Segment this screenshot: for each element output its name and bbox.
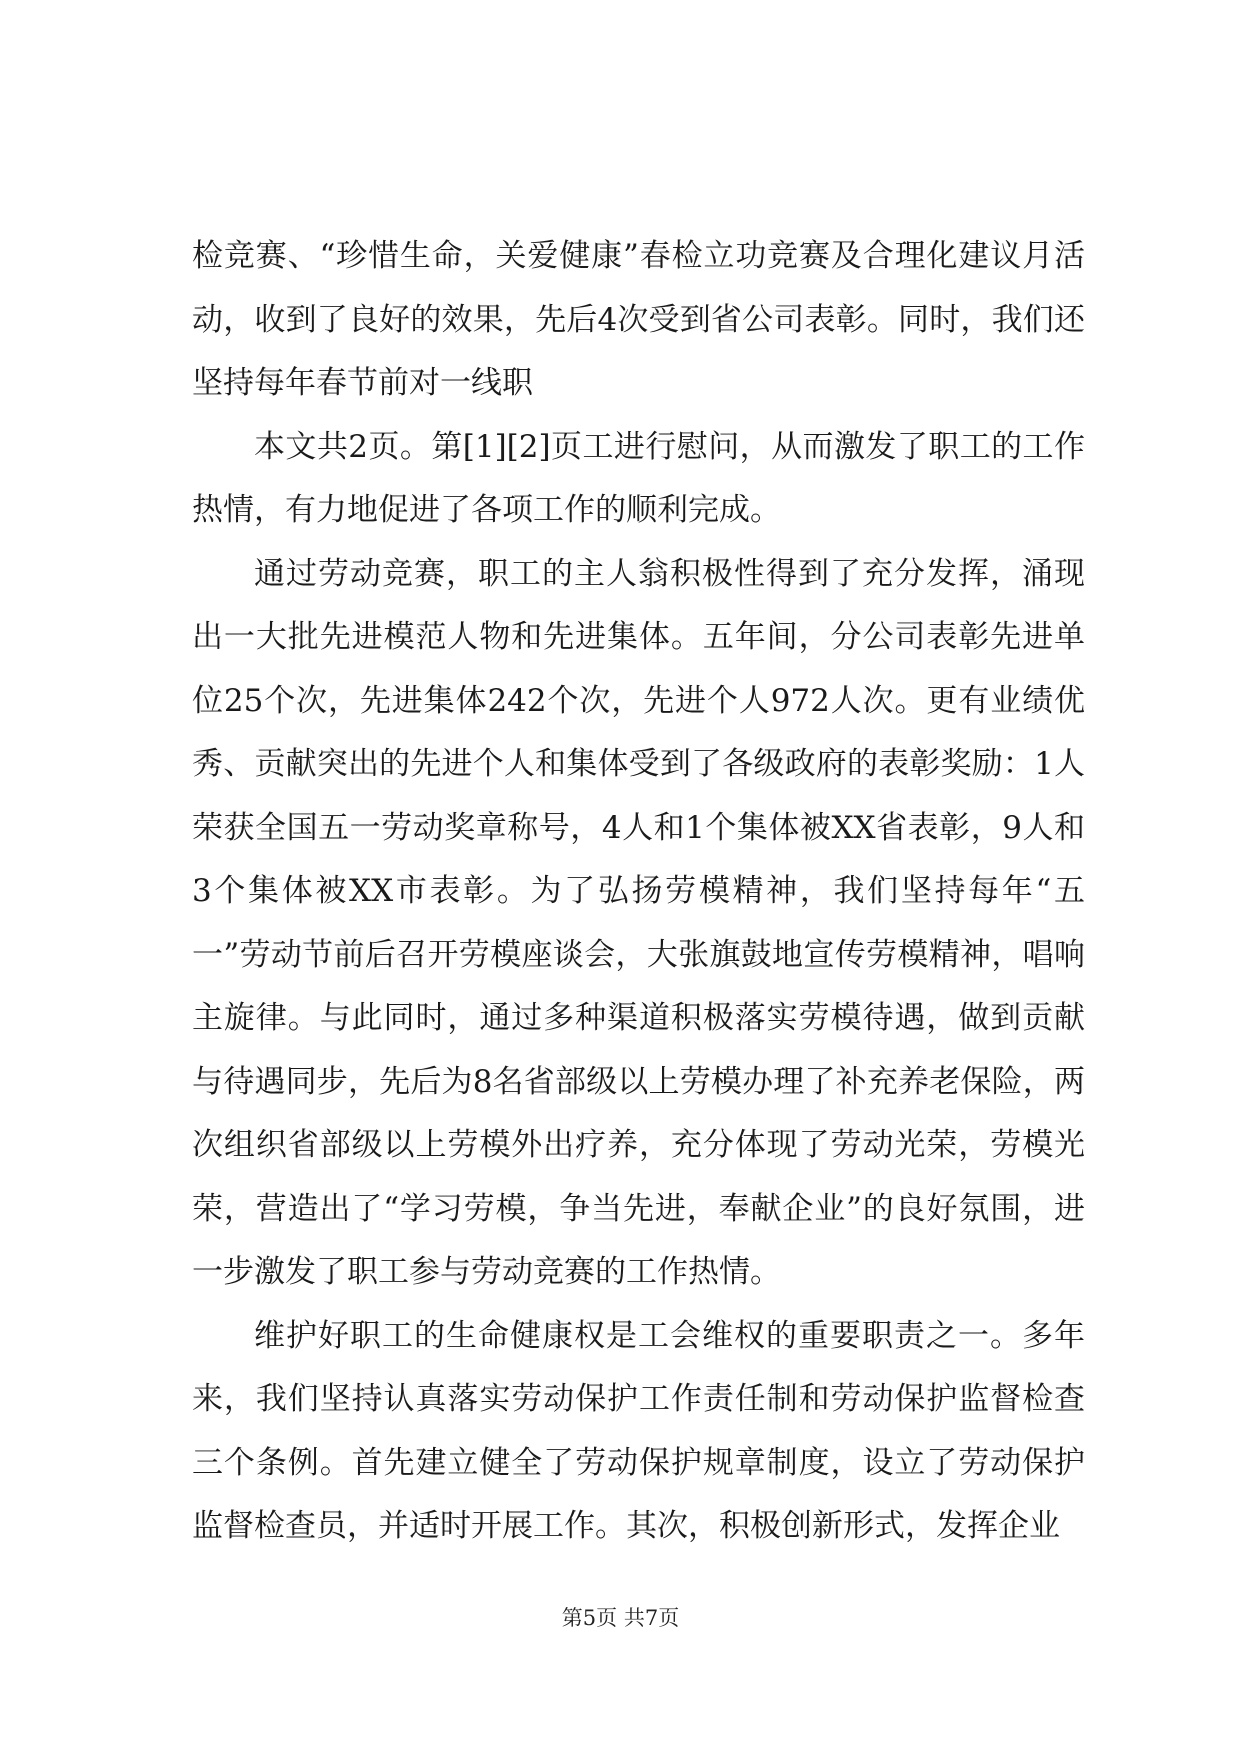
paragraph-labor-protection: 维护好职工的生命健康权是工会维权的重要职责之一。多年来，我们坚持认真落实劳动保护工作责任制和劳动保护监督检查三个条例。首先建立健全了劳动保护规章制度，设立了劳动保护监督检查员，并适时开展工作。其次，积极创新形式，发挥企业 [192,1317,1085,1544]
paragraph-page-note: 本文共2页。第[1][2]页工进行慰问，从而激发了职工的工作热情，有力地促进了各项工作的顺利完成。 [192,428,1085,528]
paragraph-continuation: 检竞赛、“珍惜生命，关爱健康”春检立功竞赛及合理化建议月活动，收到了良好的效果，先后4次受到省公司表彰。同时，我们还坚持每年春节前对一线职 [192,238,1085,401]
page-number-footer: 第5页 共7页 [561,1606,680,1630]
paragraph-labor-competition: 通过劳动竞赛，职工的主人翁积极性得到了充分发挥，涌现出一大批先进模范人物和先进集体。五年间，分公司表彰先进单位25个次，先进集体242个次，先进个人972人次。更有业绩优秀、贡献突出的先进个人和集体受到了各级政府的表彰奖励：1人荣获全国五一劳动奖章称号，4人和1个集体被XX省表彰，9人和3个集体被XX市表彰。为了弘扬劳模精神，我们坚持每年“五一”劳动节前后召开劳模座谈会，大张旗鼓地宣传劳模精神，唱响主旋律。与此同时，通过多种渠道积极落实劳模待遇，做到贡献与待遇同步，先后为8名省部级以上劳模办理了补充养老保险，两次组织省部级以上劳模外出疗养，充分体现了劳动光荣，劳模光荣，营造出了“学习劳模，争当先进，奉献企业”的良好氛围，进一步激发了职工参与劳动竞赛的工作热情。 [192,555,1085,1290]
document-body [192,225,1085,1559]
